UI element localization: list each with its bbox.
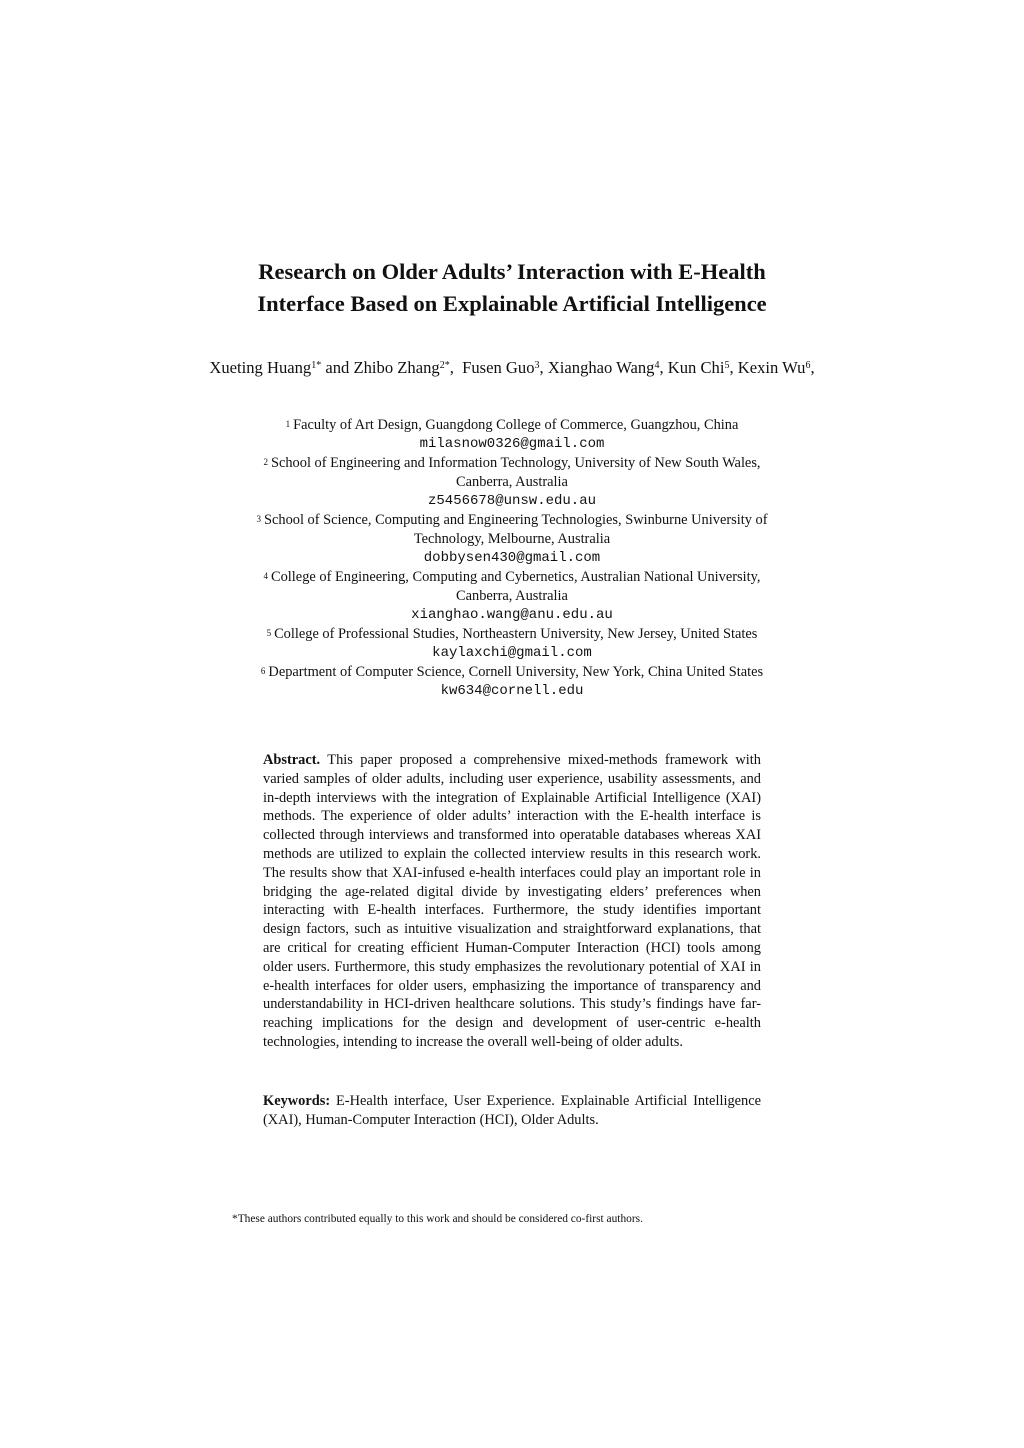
- affiliation-email[interactable]: milasnow0326@gmail.com: [419, 436, 605, 452]
- affiliation-text: Faculty of Art Design, Guangdong College of Commerce, Guangzhou, China: [293, 417, 739, 433]
- affiliation-text: College of Professional Studies, Northeastern University, New Jersey, United States: [274, 626, 758, 642]
- affiliation-line: [215, 663, 809, 682]
- title-line: Research on Older Adults’ Interaction with E-Health: [258, 259, 766, 284]
- author-name: Zhibo Zhang: [353, 358, 440, 377]
- affiliation-line: [215, 511, 809, 530]
- affiliation-text: School of Engineering and Information Technology, University of New South Wales,: [270, 455, 761, 471]
- affiliation-text: School of Science, Computing and Engineering Technologies, Swinburne University of: [263, 512, 768, 528]
- affiliation-email[interactable]: xianghao.wang@anu.edu.au: [411, 607, 613, 623]
- affiliation-number: 4: [263, 571, 269, 581]
- affiliation-list: [215, 416, 809, 701]
- affiliation-email[interactable]: z5456678@unsw.edu.au: [427, 493, 597, 509]
- author-name: Kexin Wu: [737, 358, 806, 377]
- affiliation-email[interactable]: kaylaxchi@gmail.com: [432, 645, 592, 661]
- affiliation-line: [215, 568, 809, 587]
- affiliation-line: Canberra, Australia: [456, 474, 568, 490]
- author-sep: ,: [810, 358, 815, 377]
- author-sup: 5: [724, 360, 730, 371]
- author-name: Xueting Huang: [209, 358, 312, 377]
- affiliation-line: Technology, Melbourne, Australia: [413, 531, 611, 547]
- affiliation-line: [215, 625, 809, 644]
- abstract-label: Abstract.: [263, 752, 321, 768]
- affiliation-number: 3: [256, 514, 261, 524]
- affiliation-email[interactable]: dobbysen430@gmail.com: [423, 550, 601, 566]
- affiliation-email[interactable]: kw634@cornell.edu: [440, 683, 584, 699]
- affiliation-text: Department of Computer Science, Cornell University, New York, China United States: [268, 664, 764, 680]
- affiliation: [215, 416, 809, 454]
- author-sup: 2*: [439, 360, 450, 371]
- title-line: Interface Based on Explainable Artificial Intelligence: [257, 291, 767, 316]
- author-sep: ,: [729, 358, 738, 377]
- author-sep: ,: [539, 358, 548, 377]
- affiliation: [215, 625, 809, 663]
- keywords-text: E-Health interface, User Experience. Explainable Artificial Intelligence (XAI), Human-Computer Interaction (HCI), Older Adults.: [263, 1093, 761, 1128]
- author-sep: ,: [449, 358, 463, 377]
- author-sep: and: [321, 358, 354, 377]
- affiliation-line: [215, 416, 809, 435]
- author-sup: 6: [805, 360, 811, 371]
- paper-title: [160, 256, 864, 320]
- author-list: [200, 357, 824, 378]
- abstract-text: This paper proposed a comprehensive mixed-methods framework with varied samples of older adults, including user experience, usability assessments, and in-depth interviews with the integration of Explainable Artificial Intelligence (XAI) methods. The experience of older adults’ interaction with the E-health interface is collected through interviews and transformed into operatable databases whereas XAI methods are utilized to explain the collected interview results in this research work. The results show that XAI-infused e-health interfaces could play an important role in bridging the age-related digital divide by investigating elders’ preferences when interacting with E-health interfaces. Furthermore, the study identifies important design factors, such as intuitive visualization and straightforward explanations, that are critical for creating efficient Human-Computer Interaction (HCI) tools among older users. Furthermore, this study emphasizes the revolutionary potential of XAI in e-health interfaces for older users, emphasizing the importance of transparency and understandability in HCI-driven healthcare solutions. This study’s findings have far-reaching implications for the design and development of user-centric e-health technologies, intending to increase the overall well-being of older adults.: [263, 752, 761, 1050]
- author-sup: 3: [534, 360, 540, 371]
- affiliation: [215, 511, 809, 568]
- keywords-label: Keywords:: [263, 1093, 331, 1109]
- author-name: Xianghao Wang: [547, 358, 655, 377]
- author-name: Fusen Guo: [462, 358, 535, 377]
- affiliation-number: 5: [266, 628, 272, 638]
- affiliation: [215, 568, 809, 625]
- abstract: [263, 751, 761, 1052]
- affiliation: [215, 454, 809, 511]
- affiliation-line: [215, 454, 809, 473]
- keywords: [263, 1092, 761, 1130]
- affiliation-number: 1: [285, 419, 291, 429]
- author-name: Kun Chi: [667, 358, 725, 377]
- footnote: *These authors contributed equally to this work and should be considered co-first authors.: [232, 1213, 643, 1225]
- affiliation-number: 2: [263, 457, 268, 467]
- affiliation: [215, 663, 809, 701]
- author-sep: ,: [659, 358, 668, 377]
- affiliation-line: Canberra, Australia: [456, 588, 568, 604]
- affiliation-text: College of Engineering, Computing and Cybernetics, Australian National University,: [271, 569, 761, 585]
- author-sup: 1*: [311, 360, 322, 371]
- author-sup: 4: [654, 360, 660, 371]
- affiliation-number: 6: [260, 666, 266, 676]
